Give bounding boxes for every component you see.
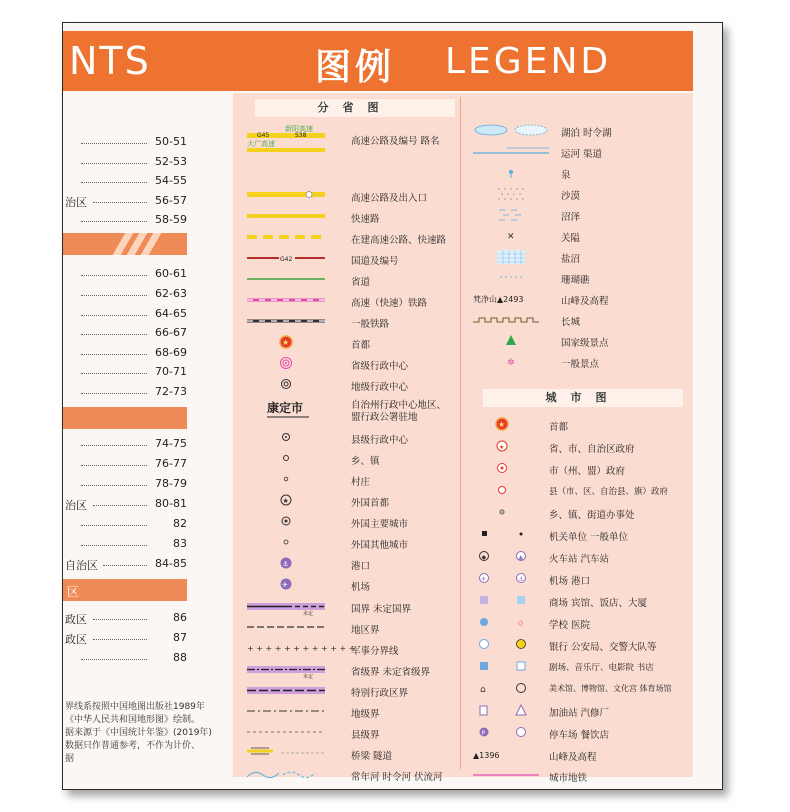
toc-item[interactable] (63, 211, 191, 229)
undetermined-mark-text: 未定 (303, 611, 314, 617)
toc-item[interactable] (63, 435, 191, 453)
toc-leader (81, 155, 147, 164)
city-legend-museum (469, 679, 689, 699)
svg-text:✲: ✲ (507, 358, 515, 368)
svg-text:✈: ✈ (481, 576, 487, 583)
toc-item-page: 74-75 (155, 437, 187, 450)
toc-leader (81, 267, 147, 276)
toc-item-page: 50-51 (155, 135, 187, 148)
school-icon (469, 613, 559, 633)
toc-leader (81, 307, 147, 316)
svg-text:P: P (481, 730, 486, 737)
region-boundary-symbol (243, 618, 333, 638)
city-legend-municipal-gov (469, 459, 689, 479)
desert-symbol (469, 184, 559, 204)
marsh-symbol (469, 205, 559, 225)
toc-item-page: 56-57 (155, 194, 187, 207)
svg-text:✈: ✈ (282, 581, 288, 589)
city-legend-school (469, 613, 689, 633)
legend-label: 沙漠 (561, 191, 581, 202)
legend-item-canal (469, 142, 689, 162)
toc-item-label: 治区 (65, 196, 87, 209)
toc-item[interactable] (63, 265, 191, 283)
svg-text:⚓: ⚓ (518, 576, 524, 583)
legend-title-cn: 图例 (315, 47, 396, 88)
foreign-capital-icon (243, 491, 333, 511)
legend-label: 剧场、音乐厅、电影院 书店 (549, 663, 654, 673)
section-header-province: 分省图 (255, 99, 455, 117)
legend-label: 省道 (351, 277, 371, 288)
legend-label: 学校 医院 (549, 620, 591, 631)
peak-symbol (469, 289, 559, 309)
toc-item[interactable] (63, 344, 191, 362)
legend-label: 山峰及高程 (549, 752, 597, 763)
pass-icon (469, 226, 559, 246)
expressway-exit-symbol (243, 186, 333, 206)
legend-item-prefecture-center (243, 375, 463, 395)
legend-label: 国界 未定国界 (351, 604, 412, 615)
city-legend-county-gov (469, 481, 689, 501)
toc-item[interactable] (63, 363, 191, 381)
toc-leader (81, 346, 147, 355)
legend-item-high-speed-rail (243, 291, 463, 311)
toc-leader (103, 557, 147, 566)
toc-leader (81, 477, 147, 486)
legend-item-county-center (243, 428, 463, 448)
legend-label: 港口 (351, 561, 371, 572)
legend-label: 外国其他城市 (351, 540, 409, 551)
toc-item[interactable] (63, 495, 191, 513)
legend-label: 特别行政区界 (351, 688, 409, 699)
footnote-line: 界线系按照中国地图出版社1989年 (65, 702, 205, 712)
legend-label: 外国首都 (351, 498, 390, 509)
toc-item[interactable] (63, 285, 191, 303)
legend-label: 银行 公安局、交警大队等 (549, 642, 657, 653)
legend-label: 商场 宾馆、饭店、大厦 (549, 598, 648, 609)
coral-reef-symbol (469, 268, 559, 288)
legend-item-provincial-boundary (243, 660, 463, 680)
high-speed-rail-symbol (243, 291, 333, 311)
toc-leader (93, 611, 147, 620)
municipal-gov-icon (469, 459, 559, 479)
prefecture-center-icon (243, 375, 333, 395)
provincial-center-icon (243, 354, 333, 374)
provincial-boundary-symbol (243, 660, 333, 680)
toc-leader (93, 194, 147, 203)
village-icon (243, 470, 333, 490)
legend-item-foreign-major-city (243, 512, 463, 532)
national-scenic-icon (469, 331, 559, 351)
legend-label: 乡、镇、街道办事处 (549, 510, 635, 521)
parking-icon (469, 723, 559, 743)
legend-label: 外国主要城市 (351, 519, 409, 530)
foreign-other-city-icon (243, 533, 333, 553)
legend-item-airport (243, 575, 463, 595)
toc-item[interactable] (63, 555, 191, 573)
national-boundary-symbol (243, 597, 333, 617)
legend-item-military-line (243, 639, 463, 659)
legend-label: 省级界 未定省级界 (351, 667, 431, 678)
city-legend-institution (469, 525, 689, 545)
toc-item-page: 83 (173, 537, 187, 550)
toc-item-page: 54-55 (155, 174, 187, 187)
legend-label: 高速（快速）铁路 (351, 298, 428, 309)
legend-label: 美术馆、博物馆、文化宫 体育场馆 (549, 684, 672, 693)
provincial-gov-icon (469, 437, 559, 457)
toc-item[interactable] (63, 153, 191, 171)
expressway-name-text: 新阳高速 (285, 125, 313, 133)
toc-item[interactable] (63, 535, 191, 553)
legend-item-provincial-road (243, 270, 463, 290)
toc-item-page: 86 (173, 611, 187, 624)
legend-item-foreign-other-city (243, 533, 463, 553)
toc-item-page: 84-85 (155, 557, 187, 570)
legend-item-autonomous-prefecture (243, 397, 463, 423)
legend-label: 自治州行政中心地区、 (351, 400, 447, 411)
legend-item-marsh (469, 205, 689, 225)
legend-item-salt-marsh (469, 247, 689, 267)
toc-item-page: 78-79 (155, 477, 187, 490)
legend-label: 湖泊 时令湖 (561, 128, 612, 139)
legend-item-foreign-capital (243, 491, 463, 511)
legend-label: 机场 (351, 582, 371, 593)
legend-item-sar-boundary (243, 681, 463, 701)
section-header-city: 城市图 (483, 389, 683, 407)
sar-boundary-symbol (243, 681, 333, 701)
town-office-icon (469, 503, 559, 523)
legend-label: 长城 (561, 317, 581, 328)
legend-label: 山峰及高程 (561, 296, 609, 307)
legend-label: 泉 (561, 170, 571, 181)
city-legend-provincial-gov (469, 437, 689, 457)
city-airport-icon (469, 569, 559, 589)
legend-item-national-scenic (469, 331, 689, 351)
legend-label: 城市地铁 (549, 773, 588, 784)
legend-label: 省级行政中心 (351, 361, 409, 372)
toc-footnote (65, 701, 235, 766)
footnote-line: 数据只作普通参考，不作为计价、 (65, 741, 201, 751)
bridge-tunnel-symbol (243, 744, 333, 764)
toc-item[interactable] (63, 609, 191, 627)
legend-label: 市（州、盟）政府 (549, 466, 626, 477)
legend-item-lake (469, 121, 689, 141)
spring-icon (469, 163, 559, 183)
svg-text:+ + + + + + + + + + + +: + + + + + + + + + + + + (247, 644, 356, 653)
city-legend-theater (469, 657, 689, 677)
legend-label: 停车场 餐饮店 (549, 730, 610, 741)
toc-item[interactable] (63, 305, 191, 323)
legend-label: 机场 港口 (549, 576, 591, 587)
county-gov-icon (469, 481, 559, 501)
legend-label: 常年河 时令河 伏流河 (351, 772, 443, 783)
svg-text:◇: ◇ (518, 619, 524, 627)
toc-item[interactable] (63, 172, 191, 190)
peak-sample-text: 梵净山▲2493 (473, 295, 524, 304)
peak-sample-text: ▲1396 (473, 751, 500, 760)
port-anchor-icon (243, 554, 333, 574)
legend-label: 机关单位 一般单位 (549, 532, 629, 543)
legend-label: 县级界 (351, 730, 380, 741)
legend-label: 沼泽 (561, 212, 581, 223)
legend-item-peak (469, 289, 689, 309)
atlas-page (62, 22, 723, 790)
legend-item-town (243, 449, 463, 469)
svg-text:★: ★ (499, 444, 505, 451)
legend-label: 乡、镇 (351, 456, 380, 467)
city-legend-metro (469, 766, 689, 786)
svg-text:⌂: ⌂ (480, 685, 486, 695)
rivers-symbol (243, 765, 333, 785)
toc-item-page: 82 (173, 517, 187, 530)
great-wall-symbol (469, 310, 559, 330)
toc-item-page: 60-61 (155, 267, 187, 280)
legend-label: 地区界 (351, 625, 380, 636)
toc-item-page: 64-65 (155, 307, 187, 320)
legend-label: 加油站 汽修厂 (549, 708, 610, 719)
legend-item-village (243, 470, 463, 490)
legend-label: 县级行政中心 (351, 435, 409, 446)
toc-leader (81, 651, 147, 660)
legend-item-general-scenic (469, 352, 689, 372)
theater-icon (469, 657, 559, 677)
canal-symbol (469, 142, 559, 162)
airport-plane-icon (243, 575, 333, 595)
capital-star-icon (243, 333, 333, 353)
toc-leader (93, 497, 147, 506)
toc-leader (81, 174, 147, 183)
toc-item-page: 58-59 (155, 213, 187, 226)
military-line-symbol (243, 639, 356, 659)
svg-text:▲: ▲ (518, 554, 524, 561)
toc-leader (81, 365, 147, 374)
toc-item-page: 62-63 (155, 287, 187, 300)
legend-item-railway (243, 312, 463, 332)
legend-banner (63, 31, 693, 91)
footnote-line: 《中华人民共和国地形图》绘制。 (65, 715, 201, 725)
toc-item-page: 52-53 (155, 155, 187, 168)
legend-item-county-boundary (243, 723, 463, 743)
salt-marsh-symbol (469, 247, 559, 267)
city-peak-symbol (469, 745, 559, 765)
toc-leader (81, 385, 147, 394)
toc-section-band (63, 407, 187, 429)
legend-label: 一般景点 (561, 359, 600, 370)
legend-label: 在建高速公路、快速路 (351, 235, 447, 246)
foreign-major-city-icon (243, 512, 333, 532)
footnote-line: 据 (65, 754, 75, 764)
toc-item[interactable] (63, 324, 191, 342)
legend-label: 国家级景点 (561, 338, 609, 349)
toc-item[interactable] (63, 455, 191, 473)
mall-icon (469, 591, 559, 611)
city-legend-train-station (469, 547, 689, 567)
legend-label: 盐沼 (561, 254, 581, 265)
toc-leader (81, 326, 147, 335)
museum-icon (469, 679, 559, 699)
toc-item[interactable] (63, 383, 191, 401)
legend-label: 地级界 (351, 709, 380, 720)
legend-item-pass (469, 226, 689, 246)
city-legend-airport (469, 569, 689, 589)
road-construction-symbol (243, 228, 333, 248)
legend-item-fast-road (243, 207, 463, 227)
national-road-symbol (243, 249, 333, 269)
bank-icon (469, 635, 559, 655)
legend-item-expressway-number (243, 125, 463, 161)
toc-item-page: 88 (173, 651, 187, 664)
fast-road-symbol (243, 207, 333, 227)
prefecture-sample-name: 康定市 (267, 401, 304, 415)
legend-label: 首都 (549, 422, 569, 433)
footnote-line: 据来源于《中国统计年鉴》(2019年) (65, 728, 212, 738)
legend-label: 快速路 (351, 214, 380, 225)
toc-item-page: 66-67 (155, 326, 187, 339)
city-legend-parking (469, 723, 689, 743)
legend-label: 火车站 汽车站 (549, 554, 610, 565)
legend-item-coral-reef (469, 268, 689, 288)
svg-text:⚓: ⚓ (282, 560, 289, 568)
toc-item[interactable] (63, 649, 191, 667)
legend-item-prefecture-boundary (243, 702, 463, 722)
toc-item-page: 68-69 (155, 346, 187, 359)
city-legend-bank (469, 635, 689, 655)
legend-item-bridge-tunnel (243, 744, 463, 764)
city-capital-star-icon (469, 415, 559, 435)
legend-title-en: LEGEND (445, 41, 612, 82)
town-icon (243, 449, 333, 469)
toc-section-band (63, 233, 187, 255)
prefecture-boundary-symbol (243, 702, 333, 722)
train-station-icon (469, 547, 559, 567)
legend-label: 地级行政中心 (351, 382, 409, 393)
autonomous-prefecture-symbol (243, 397, 333, 417)
contents-title-fragment: NTS (69, 39, 151, 83)
legend-panel (233, 93, 693, 784)
toc-band-label: 区 (67, 585, 80, 599)
expressway-name-text: 大广高速 (247, 140, 275, 148)
gas-station-icon (469, 701, 559, 721)
institution-icon (469, 525, 559, 545)
legend-item-capital (243, 333, 463, 353)
legend-item-expressway-exit (243, 186, 463, 206)
city-legend-mall (469, 591, 689, 611)
toc-item-page: 87 (173, 631, 187, 644)
legend-item-national-boundary (243, 597, 463, 617)
legend-label: 关隘 (561, 233, 581, 244)
legend-label: 一般铁路 (351, 319, 390, 330)
city-legend-town-office (469, 503, 689, 523)
legend-item-region-boundary (243, 618, 463, 638)
toc-leader (81, 135, 147, 144)
toc-leader (81, 517, 147, 526)
legend-label-line2: 盟行政公署驻地 (351, 412, 418, 423)
legend-label: 村庄 (351, 477, 371, 488)
undetermined-mark-text: 未定 (303, 674, 314, 680)
legend-item-rivers (243, 765, 463, 785)
toc-item[interactable] (63, 133, 191, 151)
city-legend-peak (469, 745, 689, 765)
legend-item-spring (469, 163, 689, 183)
legend-label: 珊瑚礁 (561, 275, 590, 286)
legend-label: 军事分界线 (351, 646, 399, 657)
metro-line-symbol (469, 766, 559, 786)
general-scenic-icon (469, 352, 559, 372)
toc-item[interactable] (63, 475, 191, 493)
legend-label: 国道及编号 (351, 256, 399, 267)
toc-leader (81, 537, 147, 546)
legend-label: 运河 渠道 (561, 149, 603, 160)
toc-leader (81, 437, 147, 446)
legend-item-desert (469, 184, 689, 204)
legend-label: 首都 (351, 340, 371, 351)
legend-label: 县（市、区、自治县、旗）政府 (549, 487, 669, 497)
provincial-road-symbol (243, 270, 333, 290)
toc-item-page: 72-73 (155, 385, 187, 398)
toc-item-page: 70-71 (155, 365, 187, 378)
toc-item-label: 治区 (65, 499, 87, 512)
toc-leader (81, 213, 147, 222)
city-legend-gas-station (469, 701, 689, 721)
svg-text:★: ★ (282, 497, 289, 505)
svg-text:★: ★ (498, 420, 506, 429)
legend-label: 桥梁 隧道 (351, 751, 393, 762)
legend-label: 高速公路及编号 路名 (351, 136, 440, 147)
expressway-symbol (243, 123, 333, 148)
legend-item-port (243, 554, 463, 574)
toc-leader (81, 287, 147, 296)
legend-label: 省、市、自治区政府 (549, 444, 635, 455)
expressway-code-text: S38 (295, 132, 307, 139)
toc-item[interactable] (63, 515, 191, 533)
railway-symbol (243, 312, 333, 332)
toc-item-label: 政区 (65, 613, 87, 626)
toc-item[interactable] (63, 192, 191, 210)
toc-item[interactable] (63, 629, 191, 647)
svg-text:★: ★ (282, 338, 290, 347)
legend-item-great-wall (469, 310, 689, 330)
county-center-icon (243, 428, 333, 448)
svg-text:✕: ✕ (507, 232, 515, 242)
toc-item-page: 80-81 (155, 497, 187, 510)
lake-symbol (469, 121, 559, 141)
national-road-code-text: G42 (280, 256, 293, 263)
toc-item-label: 政区 (65, 633, 87, 646)
legend-item-provincial-center (243, 354, 463, 374)
county-boundary-symbol (243, 723, 333, 743)
city-legend-capital (469, 415, 689, 435)
toc-section-band (63, 579, 187, 601)
toc-leader (81, 457, 147, 466)
toc-item-label: 自治区 (65, 559, 98, 572)
toc-leader (93, 631, 147, 640)
legend-item-national-road (243, 249, 463, 269)
toc-item-page: 76-77 (155, 457, 187, 470)
expressway-code-text: G45 (257, 132, 270, 139)
legend-item-road-construction (243, 228, 463, 248)
svg-text:◆: ◆ (481, 554, 487, 561)
legend-label: 高速公路及出入口 (351, 193, 428, 204)
